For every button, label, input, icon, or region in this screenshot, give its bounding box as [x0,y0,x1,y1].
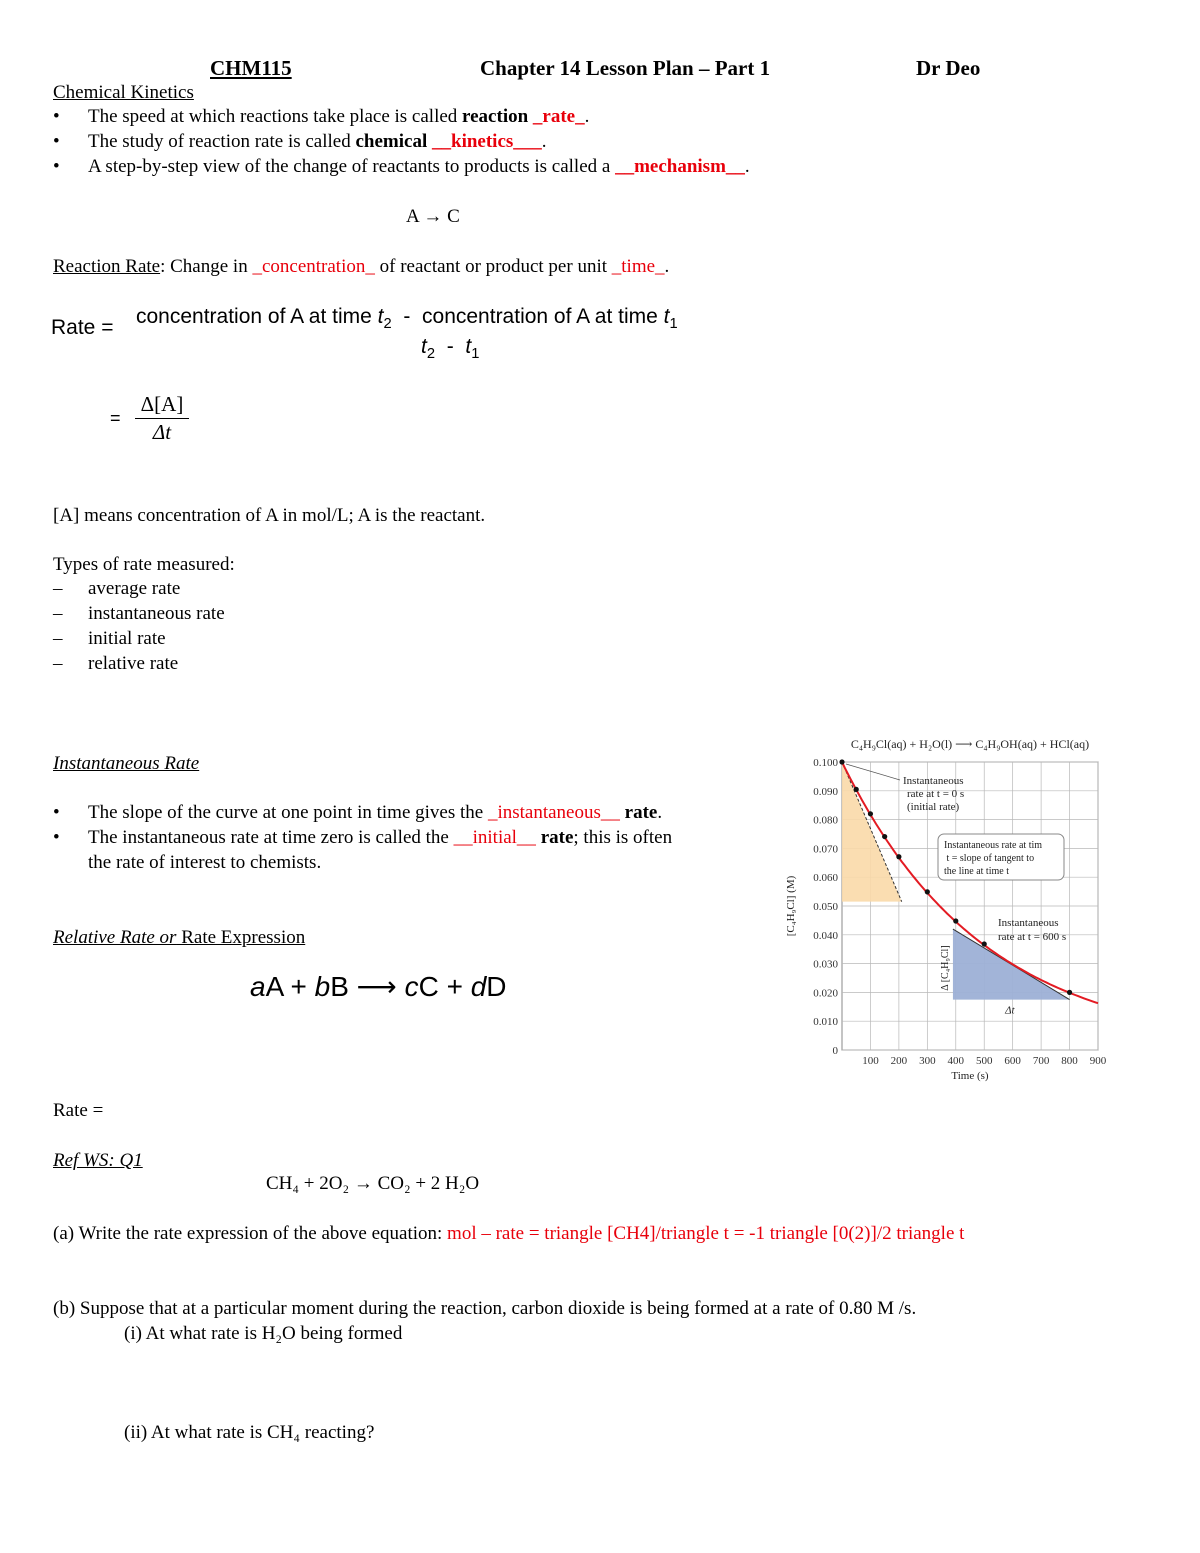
type-item: relative rate [88,653,179,674]
y-axis-label: [C₄H₉Cl] (M) [785,875,797,937]
instantaneous-bullet-2: The instantaneous rate at time zero is called the __initial__ rate; this is often [88,827,673,848]
data-point [882,834,887,839]
kinetics-bullet-3: A step-by-step view of the change of reactants to products is called a __mechanism__. [88,156,750,177]
x-tick-label: 100 [862,1055,879,1067]
rate-expression-blank: Rate = [53,1100,104,1121]
y-tick-label: 0.060 [813,872,838,885]
kinetics-heading: Chemical Kinetics [53,82,194,103]
dash: – [53,628,63,649]
data-point [839,759,844,764]
type-item: instantaneous rate [88,603,225,624]
y-tick-label: 0.080 [813,814,838,827]
rate-denominator: $t_2 - t_1$ [421,335,480,363]
x-tick-label: 500 [975,1055,993,1067]
y-tick-label: 0.030 [813,958,838,971]
type-item: initial rate [88,628,166,649]
general-equation: aA + bB ⟶ cC + dD [250,971,507,1002]
dash: – [53,653,63,674]
x-axis-label: Time (s) [951,1070,989,1082]
instantaneous-bullet-1: The slope of the curve at one point in time gives the _instantaneous__ rate. [88,802,663,823]
type-item: average rate [88,578,181,599]
kinetics-bullet-1: The speed at which reactions take place is called reaction _rate_. [88,106,590,127]
fraction-bar [135,418,189,419]
x-tick-label: 900 [1089,1055,1107,1067]
dash: – [53,578,63,599]
dash: – [53,603,63,624]
rate-lhs: Rate = [51,316,114,339]
question-b-ii: (ii) At what rate is CH₄ reacting? [124,1422,375,1443]
question-b-i: (i) At what rate is H₂O being formed [124,1323,403,1344]
data-point [868,811,873,816]
data-point [854,787,859,792]
fraction-denominator: Δt [152,420,172,444]
methane-reaction: CH₄ + 2O₂ → CO₂ + 2 H₂O [266,1173,480,1194]
chart-title: C₄H₉Cl(aq) + H₂O(l) ⟶ C₄H₉OH(aq) + HCl(aq) [850,737,1090,751]
y-tick-label: 0.090 [813,785,838,798]
types-heading: Types of rate measured: [53,554,235,575]
y-tick-label: 0.070 [813,843,838,856]
y-tick-label: 0.020 [813,987,838,1000]
doc-title: Chapter 14 Lesson Plan – Part 1 [480,56,771,80]
ref-ws: Ref WS: Q1 [53,1150,143,1171]
rate-numerator: concentration of A at time $t_2$ - concentration of A at time $t_1$ [136,305,678,333]
annotation-600s: Instantaneous rate at t = 600 s [998,917,1067,943]
x-tick-label: 700 [1032,1055,1050,1067]
y-tick-label: 0 [832,1045,838,1057]
x-tick-label: 800 [1061,1055,1078,1067]
kinetics-chart [780,730,1120,1090]
y-tick-label: 0.040 [813,929,838,942]
x-tick-label: 400 [947,1055,965,1067]
reaction-rate-definition: Reaction Rate: Change in _concentration_ of reactant or product per unit _time_. [53,256,670,277]
kinetics-bullet-2: The study of reaction rate is called chemical __kinetics___. [88,131,547,152]
fraction-numerator: Δ[A] [140,392,184,416]
equals-sign: = [110,408,121,428]
instantaneous-bullet-2-cont: the rate of interest to chemists. [88,852,322,873]
bullet-mark: • [53,802,60,823]
y-tick-label: 0.010 [813,1016,838,1029]
reaction-a-to-c: A → C [406,206,460,227]
instantaneous-heading: Instantaneous Rate [53,753,200,774]
x-tick-label: 200 [890,1055,908,1067]
data-point [982,941,987,946]
delta-a-fraction [135,392,189,445]
author: Dr Deo [916,56,981,80]
data-point [1067,990,1072,995]
y-tick-label: 0.050 [813,901,838,913]
x-tick-label: 600 [1004,1055,1021,1067]
annotation-slope: Instantaneous rate at tim t = slope of tangent to the line at time t [944,840,1043,877]
bullet-mark: • [53,131,60,152]
question-b: (b) Suppose that at a particular moment during the reaction, carbon dioxide is being formed at a rate of 0.80 M /s. [53,1298,917,1319]
x-tick-label: 300 [919,1055,936,1067]
course-code: CHM115 [210,56,292,80]
annotation-delta-conc: Δ [C₄H₉Cl] [940,945,951,991]
data-point [925,889,930,894]
annotation-initial-rate: Instantaneous rate at t = 0 s (initial rate) [903,775,965,813]
data-point [953,918,958,923]
question-a: (a) Write the rate expression of the above equation: mol – rate = triangle [CH4]/triangle t = -1 triangle [0(2)]/2 triangle t [53,1223,965,1244]
y-tick-label: 0.100 [813,757,838,769]
relative-rate-heading: Relative Rate or Rate Expression [53,927,306,948]
annotation-delta-t: Δt [1005,1004,1015,1017]
bullet-mark: • [53,156,60,177]
bullet-mark: • [53,106,60,127]
bullet-mark: • [53,827,60,848]
data-point [896,854,901,859]
concentration-note: [A] means concentration of A in mol/L; A is the reactant. [53,505,486,526]
